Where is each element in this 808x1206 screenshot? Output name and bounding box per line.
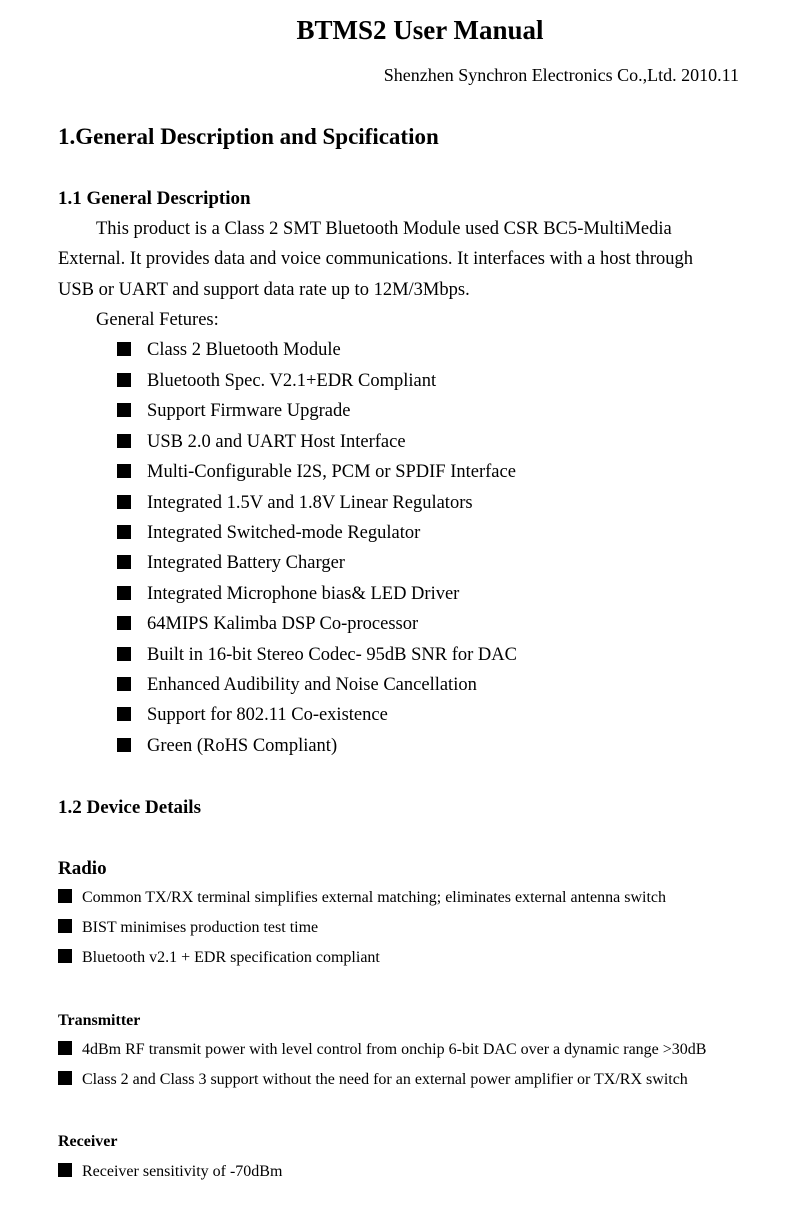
bullet-square-icon: [58, 919, 72, 933]
bullet-square-icon: [117, 677, 131, 691]
bullet-square-icon: [117, 403, 131, 417]
description-line-3: USB or UART and support data rate up to 12M/3Mbps.: [58, 280, 470, 300]
description-line-1: This product is a Class 2 SMT Bluetooth Module used CSR BC5-MultiMedia: [96, 219, 672, 239]
radio-item: BIST minimises production test time: [58, 919, 318, 937]
feature-item: Bluetooth Spec. V2.1+EDR Compliant: [117, 371, 436, 392]
feature-item: Support Firmware Upgrade: [117, 401, 350, 422]
bullet-square-icon: [117, 464, 131, 478]
bullet-square-icon: [117, 434, 131, 448]
bullet-square-icon: [117, 616, 131, 630]
transmitter-heading: Transmitter: [58, 1012, 141, 1029]
document-title: BTMS2 User Manual: [296, 15, 544, 45]
bullet-square-icon: [117, 738, 131, 752]
description-line-2: External. It provides data and voice communications. It interfaces with a host through: [58, 249, 693, 269]
bullet-square-icon: [58, 889, 72, 903]
feature-item: 64MIPS Kalimba DSP Co-processor: [117, 614, 418, 635]
feature-item: Class 2 Bluetooth Module: [117, 340, 341, 361]
section-1-heading: 1.General Description and Spcification: [58, 124, 439, 149]
feature-item: Built in 16-bit Stereo Codec- 95dB SNR for DAC: [117, 645, 517, 666]
feature-item: Green (RoHS Compliant): [117, 736, 337, 757]
bullet-square-icon: [58, 1071, 72, 1085]
receiver-item: Receiver sensitivity of -70dBm: [58, 1163, 282, 1181]
feature-item: USB 2.0 and UART Host Interface: [117, 432, 406, 453]
feature-item: Integrated Switched-mode Regulator: [117, 523, 420, 544]
bullet-square-icon: [117, 342, 131, 356]
bullet-square-icon: [58, 949, 72, 963]
feature-item: Integrated Battery Charger: [117, 553, 345, 574]
receiver-heading: Receiver: [58, 1133, 118, 1150]
radio-item: Bluetooth v2.1 + EDR specification compliant: [58, 949, 380, 967]
radio-heading: Radio: [58, 858, 107, 879]
feature-item: Multi-Configurable I2S, PCM or SPDIF Interface: [117, 462, 516, 483]
bullet-square-icon: [117, 373, 131, 387]
bullet-square-icon: [117, 555, 131, 569]
bullet-square-icon: [117, 495, 131, 509]
document-subtitle: Shenzhen Synchron Electronics Co.,Ltd. 2010.11: [383, 65, 739, 85]
bullet-square-icon: [58, 1163, 72, 1177]
feature-item: Support for 802.11 Co-existence: [117, 705, 388, 726]
feature-item: Integrated Microphone bias& LED Driver: [117, 584, 459, 605]
transmitter-item: 4dBm RF transmit power with level control from onchip 6-bit DAC over a dynamic range >30dB: [58, 1041, 706, 1059]
bullet-square-icon: [117, 525, 131, 539]
radio-item: Common TX/RX terminal simplifies external matching; eliminates external antenna switch: [58, 889, 666, 907]
section-1-1-heading: 1.1 General Description: [58, 188, 251, 209]
bullet-square-icon: [117, 647, 131, 661]
section-1-2-heading: 1.2 Device Details: [58, 797, 201, 818]
bullet-square-icon: [117, 586, 131, 600]
transmitter-item: Class 2 and Class 3 support without the need for an external power amplifier or TX/RX switch: [58, 1071, 688, 1089]
bullet-square-icon: [117, 707, 131, 721]
feature-item: Enhanced Audibility and Noise Cancellation: [117, 675, 477, 696]
feature-item: Integrated 1.5V and 1.8V Linear Regulators: [117, 493, 473, 514]
features-label: General Fetures:: [96, 310, 219, 330]
bullet-square-icon: [58, 1041, 72, 1055]
